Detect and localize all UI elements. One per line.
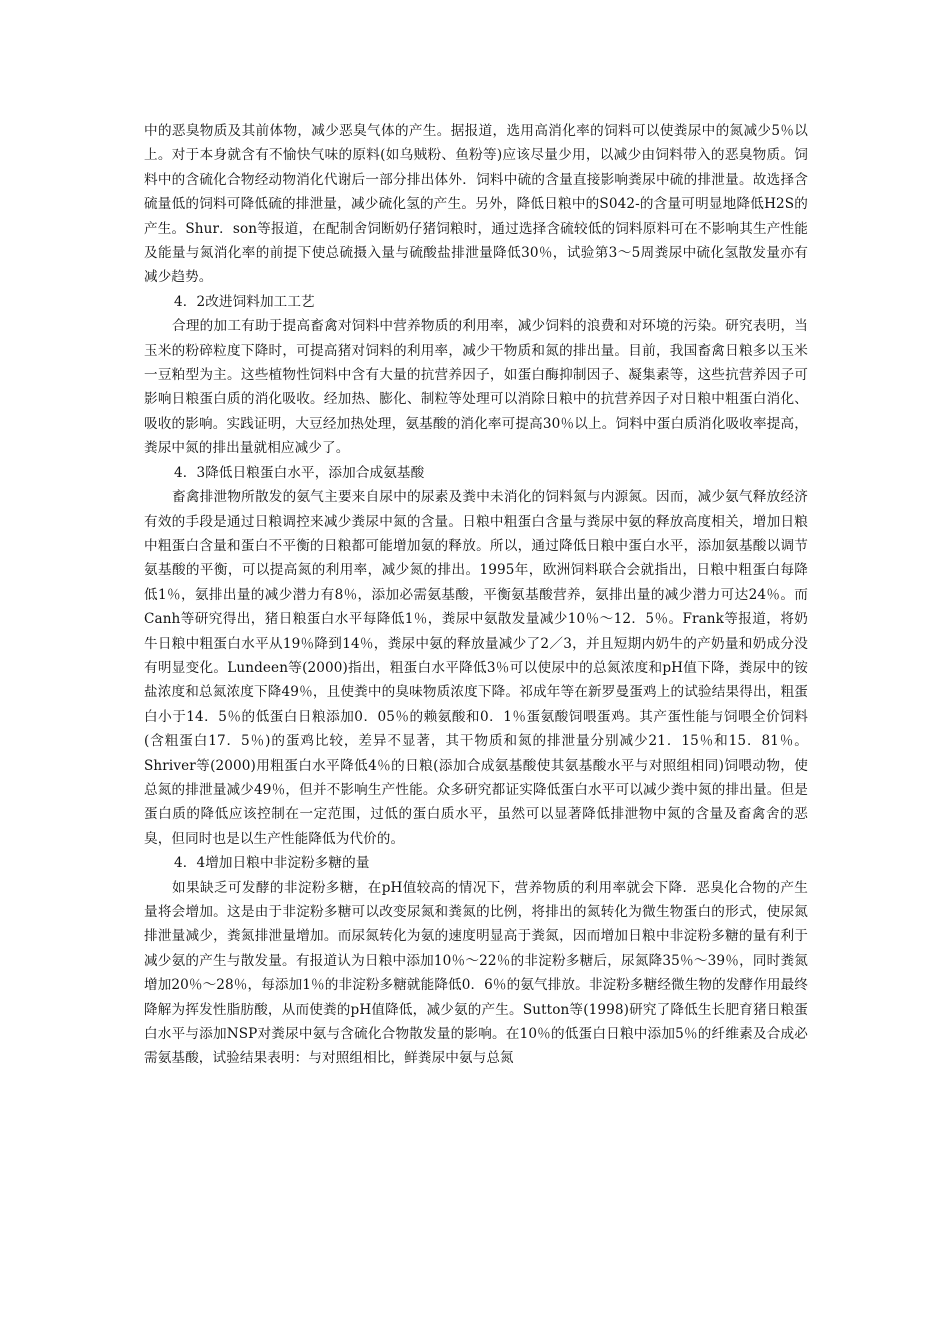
section-heading-4-4: 4．4增加日粮中非淀粉多糖的量	[174, 855, 370, 872]
section-heading-4-3: 4．3降低日粮蛋白水平，添加合成氨基酸	[174, 464, 425, 481]
paragraph-feed-processing: 合理的加工有助于提高畜禽对饲料中营养物质的利用率，减少饲料的浪费和对环境的污染。研究表明，当玉米的粉碎粒度下降时，可提高猪对饲料的利用率，减少干物质和氮的排出量。目前，我国畜禽日粮多以玉米一豆粕型为主。这些植物性饲料中含有大量的抗营养因子，如蛋白酶抑制因子、凝集素等，这些抗营养因子可影响日粮蛋白质的消化吸收。经加热、膨化、制粒等处理可以消除日粮中的抗营养因子对日粮中粗蛋白消化、吸收的影响。实践证明，大豆经加热处理，氨基酸的消化率可提高30％以上。饲料中蛋白质消化吸收率提高，粪尿中氮的排出量就相应减少了。	[144, 318, 808, 457]
section-heading-4-2: 4．2改进饲料加工工艺	[174, 293, 315, 310]
paragraph-non-starch-polysaccharides: 如果缺乏可发酵的非淀粉多糖，在pH值较高的情况下，营养物质的利用率就会下降．恶臭化合物的产生量将会增加。这是由于非淀粉多糖可以改变尿氮和粪氮的比例，将排出的氮转化为微生物蛋白的形式，使尿氮排泄量减少，粪氮排泄量增加。而尿氮转化为氨的速度明显高于粪氮，因而增加日粮中非淀粉多糖的量有利于减少氨的产生与散发量。有报道认为日粮中添加10％～22％的非淀粉多糖后，尿氮降35％～39％，同时粪氮增加20％～28％，每添加1％的非淀粉多糖就能降低0．6％的氨气排放。非淀粉多糖经微生物的发酵作用最终降解为挥发性脂肪酸，从而使粪的pH值降低，减少氨的产生。Sutton等(1998)研究了降低生长肥育猪日粮蛋白水平与添加NSP对粪尿中氨与含硫化合物散发量的影响。在10％的低蛋白日粮中添加5％的纤维素及合成必需氨基酸，试验结果表明：与对照组相比，鲜粪尿中氨与总氮	[144, 879, 808, 1067]
document-body	[144, 119, 808, 1071]
paragraph-low-protein-diet: 畜禽排泄物所散发的氨气主要来自尿中的尿素及粪中未消化的饲料氮与内源氮。因而，减少氨气释放经济有效的手段是通过日粮调控来减少粪尿中氮的含量。日粮中粗蛋白含量与粪尿中氨的释放高度相关，增加日粮中粗蛋白含量和蛋白不平衡的日粮都可能增加氨的释放。所以，通过降低日粮中蛋白水平，添加氨基酸以调节氨基酸的平衡，可以提高氮的利用率，减少氮的排出。1995年，欧洲饲料联合会就指出，日粮中粗蛋白每降低1％，氨排出量的减少潜力有8％，添加必需氨基酸，平衡氨基酸营养，氨排出量的减少潜力可达24％。而Canh等研究得出，猪日粮蛋白水平每降低1％，粪尿中氨散发量减少10％～12．5％。Frank等报道，将奶牛日粮中粗蛋白水平从19％降到14％，粪尿中氨的释放量减少了2／3，并且短期内奶牛的产奶量和奶成分没有明显变化。Lundeen等(2000)指出，粗蛋白水平降低3％可以使尿中的总氮浓度和pH值下降，粪尿中的铵盐浓度和总氮浓度下降49％，且使粪中的臭味物质浓度下降。祁成年等在新罗曼蛋鸡上的试验结果得出，粗蛋白小于14．5％的低蛋白日粮添加0．05％的赖氨酸和0．1％蛋氨酸饲喂蛋鸡。其产蛋性能与饲喂全价饲料(含粗蛋白17．5％)的蛋鸡比较，差异不显著，其干物质和氮的排泄量分别减少21．15％和15．81％。Shriver等(2000)用粗蛋白水平降低4％的日粮(添加合成氨基酸使其氨基酸水平与对照组相同)饲喂动物，使总氮的排泄量减少49％，但并不影响生产性能。众多研究都证实降低蛋白水平可以减少粪中氮的排出量。但是蛋白质的降低应该控制在一定范围，过低的蛋白质水平，虽然可以显著降低排泄物中氮的含量及畜禽舍的恶臭，但同时也是以生产性能降低为代价的。	[144, 489, 808, 847]
paragraph-sulfur-reduction: 中的恶臭物质及其前体物，减少恶臭气体的产生。据报道，选用高消化率的饲料可以使粪尿中的氮减少5％以上。对于本身就含有不愉快气味的原料(如乌贼粉、鱼粉等)应该尽量少用，以减少由饲料带入的恶臭物质。饲料中的含硫化合物经动物消化代谢后一部分排出体外．饲料中硫的含量直接影响粪尿中硫的排泄量。故选择含硫量低的饲料可降低硫的排泄量，减少硫化氢的产生。另外，降低日粮中的S042-的含量可明显地降低H2S的产生。Shur．son等报道，在配制舍饲断奶仔猪饲粮时，通过选择含硫较低的饲料原料可在不影响其生产性能及能量与氮消化率的前提下使总硫摄入量与硫酸盐排泄量降低30％，试验第3～5周粪尿中硫化氢散发量亦有减少趋势。	[144, 123, 808, 286]
